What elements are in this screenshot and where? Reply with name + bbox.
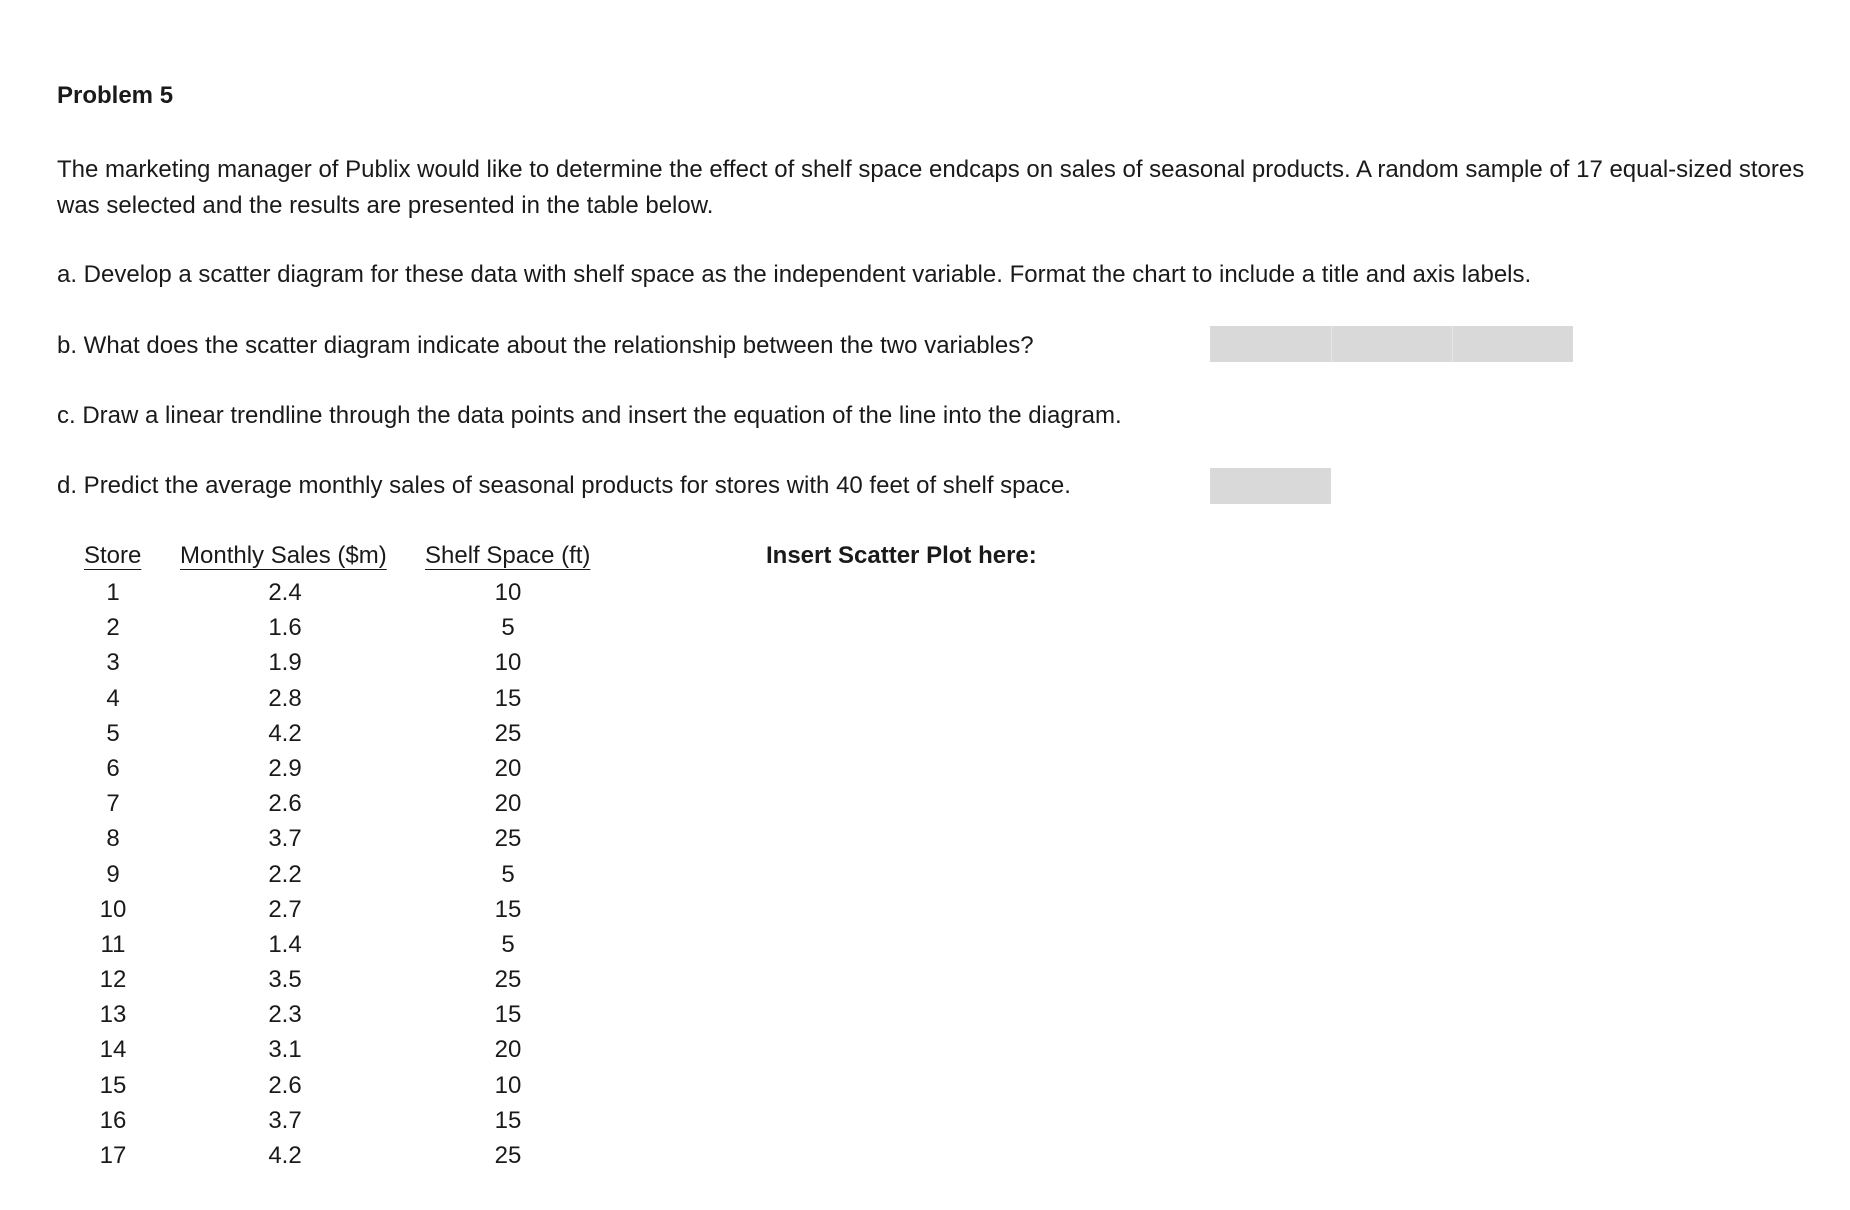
problem-title: Problem 5 — [57, 82, 174, 109]
shelf-space-cell: 10 — [494, 579, 522, 606]
monthly-sales-cell: 1.9 — [268, 649, 302, 677]
shelf-space-cell: 15 — [494, 1106, 522, 1134]
store-number-cell: 8 — [106, 825, 120, 853]
shelf-space-cell: 25 — [494, 1142, 522, 1169]
monthly-sales-cell: 1.6 — [268, 614, 302, 642]
shelf-space-cell: 5 — [501, 930, 515, 958]
shelf-space-cell: 20 — [494, 1036, 522, 1064]
monthly-sales-cell: 3.5 — [268, 966, 302, 994]
monthly-sales-cell: 3.7 — [268, 825, 302, 853]
shelf-space-cell: 25 — [494, 719, 522, 747]
monthly-sales-cell: 2.8 — [268, 684, 302, 712]
monthly-sales-column — [244, 575, 326, 1173]
shelf-space-cell: 5 — [501, 614, 515, 642]
question-b: b. What does the scatter diagram indicate about the relationship between the two variables? — [57, 332, 1034, 359]
question-a: a. Develop a scatter diagram for these data with shelf space as the independent variable. Format the chart to include a title and axis labels. — [57, 261, 1532, 288]
shelf-space-cell: 10 — [494, 649, 522, 677]
insert-scatter-label: Insert Scatter Plot here: — [766, 542, 1037, 569]
store-number-cell: 13 — [99, 1001, 127, 1029]
shelf-space-cell: 5 — [501, 860, 515, 888]
header-store: Store — [84, 542, 142, 569]
store-number-cell: 1 — [106, 579, 120, 606]
store-number-cell: 6 — [106, 754, 120, 782]
shelf-space-cell: 20 — [494, 754, 522, 782]
monthly-sales-cell: 3.1 — [268, 1036, 302, 1064]
problem-intro: The marketing manager of Publix would like to determine the effect of shelf space endcaps on sales of seasonal products. A random sample of 17 equal-sized stores was selected and the results are presented in the table below. — [57, 156, 1805, 219]
question-c: c. Draw a linear trendline through the data points and insert the equation of the line into the diagram. — [57, 402, 1122, 429]
shelf-space-cell: 10 — [494, 1071, 522, 1099]
cell-gridline — [1452, 326, 1453, 362]
monthly-sales-cell: 3.7 — [268, 1106, 302, 1134]
monthly-sales-cell: 2.4 — [268, 579, 302, 606]
shelf-space-cell: 15 — [494, 684, 522, 712]
shelf-space-cell: 25 — [494, 825, 522, 853]
store-number-cell: 14 — [99, 1036, 127, 1064]
cell-gridline — [1331, 326, 1332, 362]
monthly-sales-cell: 2.2 — [268, 860, 302, 888]
header-shelf-space: Shelf Space (ft) — [425, 542, 591, 569]
store-number-cell: 4 — [106, 684, 120, 712]
shelf-space-column — [467, 575, 549, 1173]
store-number-cell: 9 — [106, 860, 120, 888]
store-number-cell: 17 — [99, 1142, 127, 1169]
monthly-sales-cell: 2.6 — [268, 790, 302, 818]
store-number-cell: 11 — [100, 930, 126, 958]
header-monthly-sales: Monthly Sales ($m) — [180, 542, 387, 569]
monthly-sales-cell: 4.2 — [268, 719, 302, 747]
monthly-sales-cell: 2.9 — [268, 754, 302, 782]
store-number-cell: 2 — [106, 614, 120, 642]
monthly-sales-cell: 4.2 — [268, 1142, 302, 1169]
monthly-sales-cell: 1.4 — [268, 930, 302, 958]
store-number-cell: 5 — [106, 719, 120, 747]
shelf-space-cell: 25 — [494, 966, 522, 994]
monthly-sales-cell: 2.3 — [268, 1001, 302, 1029]
store-number-cell: 7 — [106, 790, 120, 818]
store-number-cell: 10 — [99, 895, 127, 923]
store-number-cell: 3 — [106, 649, 120, 677]
shelf-space-cell: 20 — [494, 790, 522, 818]
question-d: d. Predict the average monthly sales of seasonal products for stores with 40 feet of shelf space. — [57, 472, 1071, 499]
answer-cell-d[interactable] — [1210, 468, 1331, 504]
monthly-sales-cell: 2.7 — [268, 895, 302, 923]
shelf-space-cell: 15 — [494, 895, 522, 923]
store-column — [72, 575, 154, 1173]
shelf-space-cell: 15 — [494, 1001, 522, 1029]
store-number-cell: 16 — [99, 1106, 127, 1134]
store-number-cell: 15 — [99, 1071, 127, 1099]
store-number-cell: 12 — [99, 966, 127, 994]
monthly-sales-cell: 2.6 — [268, 1071, 302, 1099]
answer-cell-b[interactable] — [1210, 326, 1573, 362]
